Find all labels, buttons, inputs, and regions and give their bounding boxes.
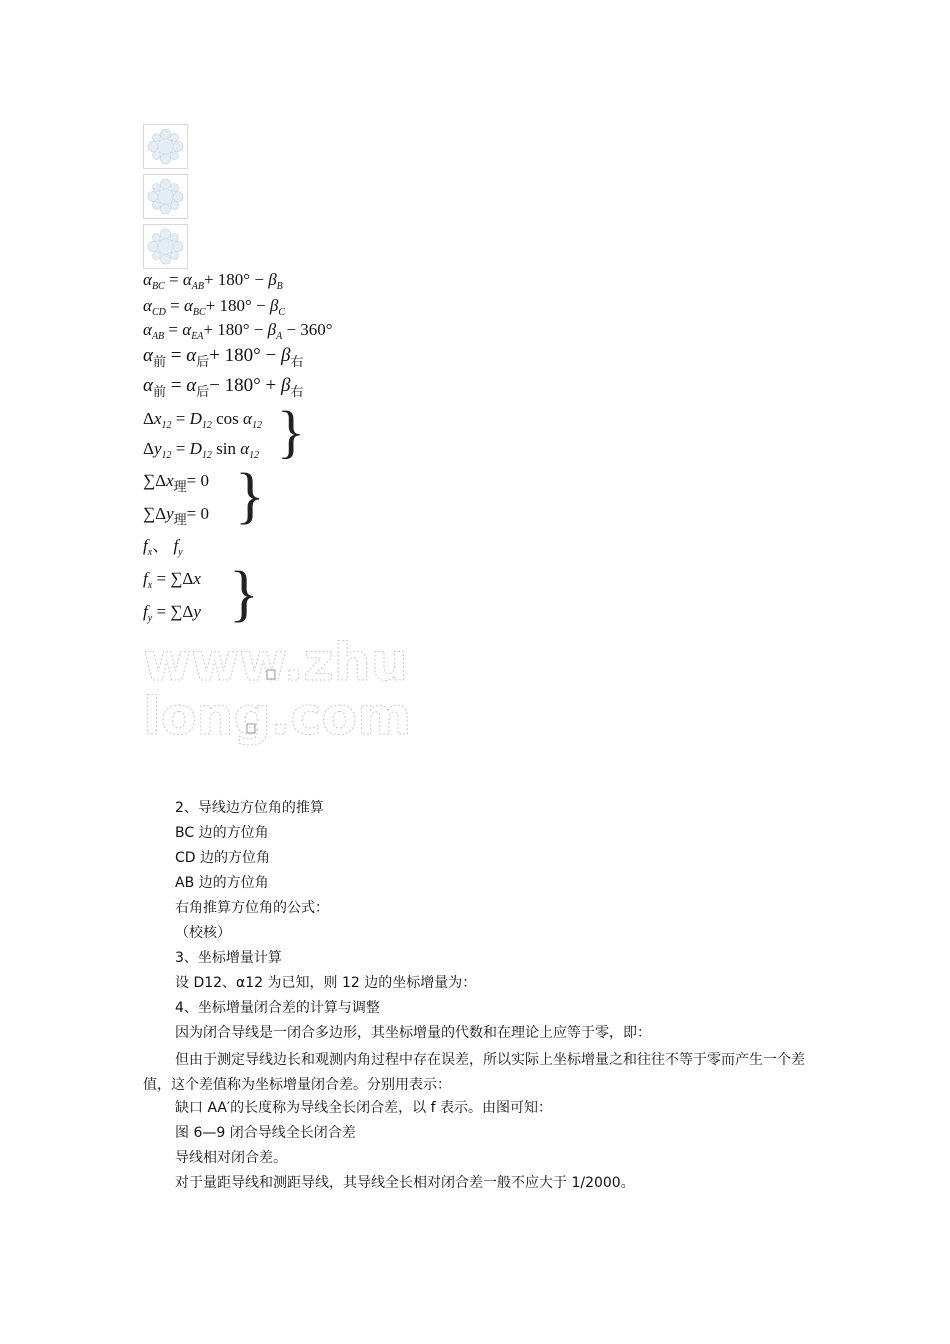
paragraph: BC 边的方位角 [175,825,269,841]
formula-alpha-cd: $\alpha_{CD} = \alpha_{BC}+ 180^\circ - \beta_C$ [143,296,286,318]
image-placeholder-icon [143,174,188,219]
brace: } [235,462,265,530]
paragraph: CD 边的方位角 [175,850,271,866]
section-heading: 4、坐标增量闭合差的计算与调整 [175,1000,380,1016]
brace: } [277,399,305,464]
paragraph: （校核） [175,925,231,941]
svg-text:www.zhu: www.zhu [143,633,408,693]
formula-forward-right-angle-plus: $\alpha_前 = \alpha_后+ 180^\circ - \beta_右$ [143,345,304,370]
formula-alpha-bc: $\alpha_{BC} = \alpha_{AB}+ 180^\circ - \beta_B$ [143,270,283,292]
formula-sum-theory-zero: $\sum\Delta x_理= 0$ $\sum\Delta y_理= 0$ } [143,462,265,530]
watermark-logo [143,630,412,747]
paragraph: 导线相对闭合差。 [175,1150,287,1166]
paragraph-text: 但由于测定导线边长和观测内角过程中存在误差，所以实际上坐标增量之和往往不等于零而产生一个差值，这个差值称为坐标增量闭合差。分别用表示： [143,1052,805,1093]
formula-forward-right-angle-minus: $\alpha_前 = \alpha_后- 180^\circ + \beta_右$ [143,375,304,400]
paragraph: 设 D12、α12 为已知，则 12 边的坐标增量为： [175,975,477,991]
paragraph: 因为闭合导线是一闭合多边形，其坐标增量的代数和在理论上应等于零，即： [175,1025,651,1041]
paragraph: 对于量距导线和测距导线，其导线全长相对闭合差一般不应大于 1/2000。 [175,1175,635,1191]
image-placeholder-icon [143,224,188,269]
image-placeholder-icon [143,124,188,169]
formula-alpha-ab: $\alpha_{AB} = \alpha_{EA}+ 180^\circ - \beta_A - 360^\circ$ [143,320,333,342]
brace: } [229,560,259,628]
formula-closure-errors: $f_x = \sum\Delta x$ $f_y = \sum\Delta y$ } [143,560,259,628]
svg-text:long.com: long.com [143,687,412,747]
paragraph: AB 边的方位角 [175,875,269,891]
section-heading: 2、导线边方位角的推算 [175,800,324,816]
formula-fx-fy: $f_x$、 $f_y$ [143,536,183,558]
paragraph [143,1048,813,1098]
paragraph: 缺口 AA′的长度称为导线全长闭合差，以 f 表示。由图可知： [175,1100,553,1116]
paragraph: 右角推算方位角的公式： [175,900,329,916]
section-heading: 3、坐标增量计算 [175,950,282,966]
figure-caption: 图 6—9 闭合导线全长闭合差 [175,1125,356,1141]
formula-coordinate-increments: $\Delta x_{12} = D_{12}$ $\cos \alpha_{12}$ $\Delta y_{12} = D_{12}$ $\sin \alpha_{12}$ } [143,399,305,464]
